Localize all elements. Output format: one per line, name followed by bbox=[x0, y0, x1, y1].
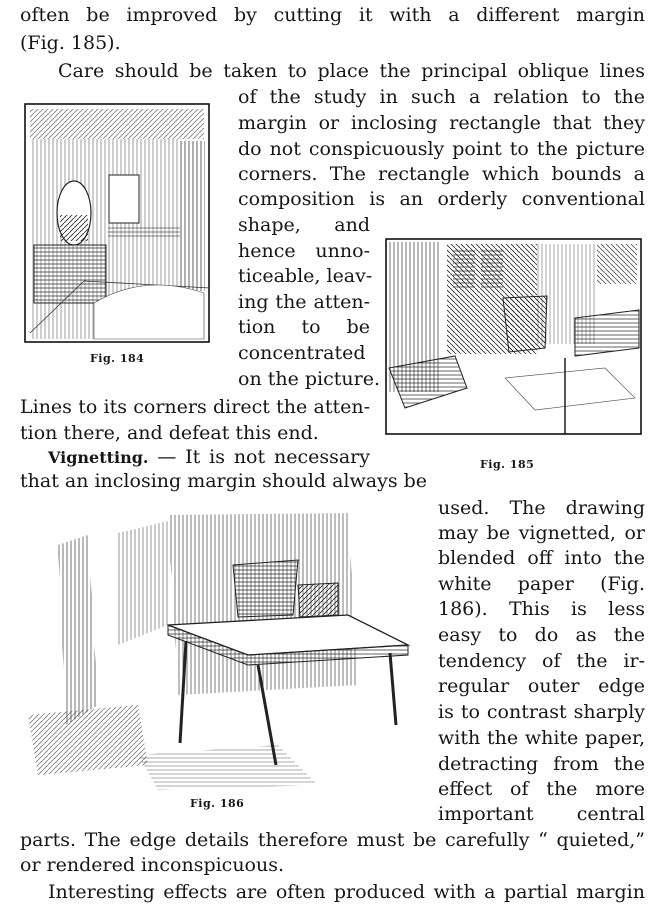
text-line: corners. The rectangle which bounds a bbox=[238, 163, 645, 185]
text-line: tendency of the ir- bbox=[438, 650, 645, 672]
figure-184-caption: Fig. 184 bbox=[90, 352, 145, 365]
text-line: ticeable, leav- bbox=[238, 265, 373, 287]
text-line: on the picture. bbox=[238, 368, 380, 390]
text-line: do not conspicuously point to the picture bbox=[238, 138, 645, 160]
figure-185-illustration bbox=[385, 238, 642, 435]
text-line: with the white paper, bbox=[438, 727, 645, 749]
text-line: Interesting effects are often produced with a partial margin bbox=[48, 881, 645, 903]
text-line: that an inclosing margin should always be bbox=[20, 470, 428, 492]
text-line: of the study in such a relation to the bbox=[238, 86, 645, 108]
text-line: composition is an orderly conventional bbox=[238, 188, 645, 210]
figure-186-illustration bbox=[18, 505, 423, 795]
text-line: effect of the more bbox=[438, 778, 645, 800]
text-line: white paper (Fig. bbox=[438, 573, 645, 595]
text-line: is to contrast sharply bbox=[438, 701, 645, 723]
text-line: Care should be taken to place the principal oblique lines bbox=[58, 60, 645, 82]
text-line bbox=[48, 444, 370, 470]
figure-185-caption: Fig. 185 bbox=[480, 458, 535, 471]
text-line: shape, and bbox=[238, 214, 370, 236]
text-line: often be improved by cutting it with a different margin bbox=[20, 4, 645, 26]
section-heading-vignetting: Vignetting. bbox=[48, 448, 149, 467]
text-line: 186). This is less bbox=[438, 598, 645, 620]
text-line: tion there, and defeat this end. bbox=[20, 422, 319, 444]
text-line: tion to be bbox=[238, 316, 370, 338]
text-line: concentrated bbox=[238, 342, 366, 364]
text-line: or rendered inconspicuous. bbox=[20, 854, 285, 876]
text-line: — It is not necessary bbox=[148, 446, 370, 468]
text-line: ing the atten- bbox=[238, 291, 370, 313]
figure-186-caption: Fig. 186 bbox=[190, 797, 245, 810]
text-line: may be vignetted, or bbox=[438, 522, 645, 544]
text-line: blended off into the bbox=[438, 547, 645, 569]
text-line: (Fig. 185). bbox=[20, 32, 121, 54]
text-line: important central bbox=[438, 803, 645, 825]
text-line: margin or inclosing rectangle that they bbox=[238, 112, 645, 134]
text-line: Lines to its corners direct the atten- bbox=[20, 396, 370, 418]
text-line: detracting from the bbox=[438, 753, 645, 775]
text-line: hence unno- bbox=[238, 240, 370, 262]
text-line: regular outer edge bbox=[438, 675, 645, 697]
figure-184-illustration bbox=[24, 103, 210, 343]
text-line: parts. The edge details therefore must be carefully “ quieted,” bbox=[20, 829, 645, 851]
text-line: used. The drawing bbox=[438, 497, 645, 519]
text-line: easy to do as the bbox=[438, 624, 645, 646]
